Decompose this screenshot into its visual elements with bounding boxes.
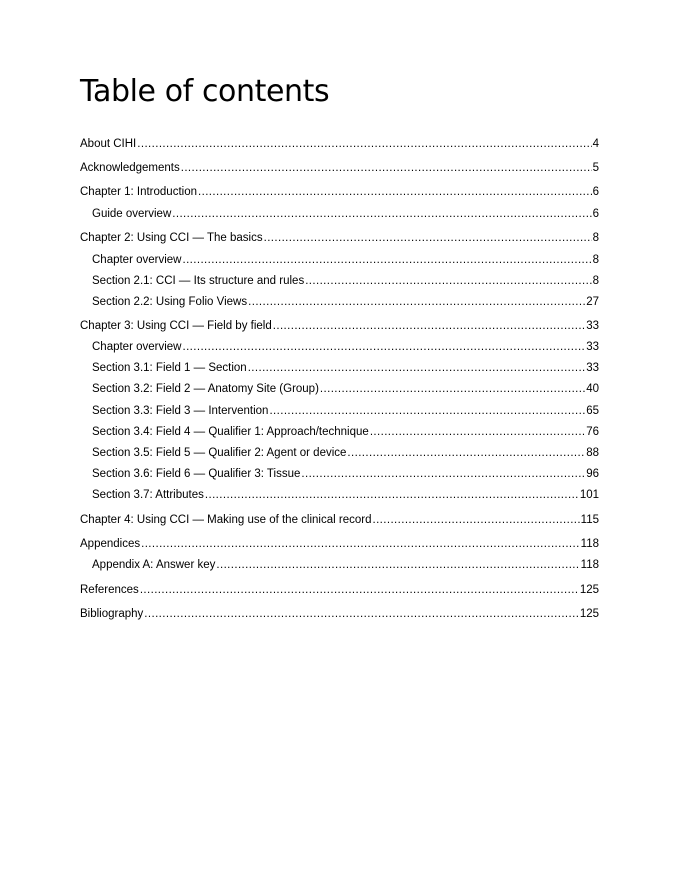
toc-entry[interactable]	[80, 161, 599, 175]
toc-entry-page-number[interactable]: 88	[586, 447, 599, 459]
toc-entry-title[interactable]: References	[80, 584, 139, 596]
toc-entry[interactable]	[92, 404, 599, 418]
toc-entry-title[interactable]: Chapter overview	[92, 254, 182, 266]
toc-entry-title[interactable]: Chapter 2: Using CCI — The basics	[80, 232, 263, 244]
toc-entry-page-number[interactable]: 76	[586, 426, 599, 438]
toc-entry-page-number[interactable]: 65	[586, 405, 599, 417]
toc-entry-page-number[interactable]: 101	[579, 489, 599, 501]
dot-leader	[216, 558, 579, 572]
dot-leader	[372, 513, 579, 527]
dot-leader	[182, 253, 591, 267]
dot-leader	[205, 488, 579, 502]
toc-entry[interactable]	[92, 467, 599, 481]
toc-entry[interactable]	[80, 137, 599, 151]
toc-entry-title[interactable]: Section 3.2: Field 2 — Anatomy Site (Group)	[92, 383, 319, 395]
dot-leader	[181, 161, 592, 175]
toc-entry-title[interactable]: Appendices	[80, 538, 141, 550]
toc-entry-page-number[interactable]: 4	[592, 138, 599, 150]
toc-entry-page-number[interactable]: 5	[592, 162, 599, 174]
toc-entry-title[interactable]: Section 2.2: Using Folio Views	[92, 296, 248, 308]
toc-entry-page-number[interactable]: 6	[592, 208, 599, 220]
toc-entry-title[interactable]: Chapter 1: Introduction	[80, 186, 197, 198]
dot-leader	[305, 274, 591, 288]
toc-entry-title[interactable]: Section 3.7: Attributes	[92, 489, 204, 501]
toc-entry-page-number[interactable]: 33	[586, 320, 599, 332]
page-title: Table of contents	[80, 74, 330, 109]
toc-entry-page-number[interactable]: 8	[592, 232, 599, 244]
toc-entry[interactable]	[92, 425, 599, 439]
toc-entry-page-number[interactable]: 33	[586, 341, 599, 353]
toc-entry[interactable]	[80, 319, 599, 333]
dot-leader	[370, 425, 585, 439]
toc-entry-title[interactable]: Guide overview	[92, 208, 172, 220]
toc-entry-page-number[interactable]: 115	[580, 514, 599, 526]
dot-leader	[320, 382, 585, 396]
toc-entry-title[interactable]: Chapter 3: Using CCI — Field by field	[80, 320, 272, 332]
dot-leader	[141, 537, 580, 551]
dot-leader	[273, 319, 585, 333]
dot-leader	[347, 446, 585, 460]
toc-entry[interactable]	[92, 295, 599, 309]
toc-entry-title[interactable]: Section 3.5: Field 5 — Qualifier 2: Agent or device	[92, 447, 347, 459]
toc-entry[interactable]	[92, 361, 599, 375]
toc-entry-page-number[interactable]: 27	[586, 296, 599, 308]
toc-entry-title[interactable]: About CIHI	[80, 138, 137, 150]
dot-leader	[172, 207, 591, 221]
dot-leader	[144, 607, 579, 621]
toc-entry-page-number[interactable]: 33	[586, 362, 599, 374]
toc-entry-title[interactable]: Appendix A: Answer key	[92, 559, 216, 571]
dot-leader	[301, 467, 585, 481]
toc-entry-page-number[interactable]: 118	[580, 559, 599, 571]
toc-entry[interactable]	[80, 185, 599, 199]
dot-leader	[182, 340, 585, 354]
dot-leader	[269, 404, 585, 418]
toc-entry[interactable]	[92, 207, 599, 221]
toc-entry-page-number[interactable]: 8	[592, 254, 599, 266]
dot-leader	[264, 231, 592, 245]
toc-entry[interactable]	[80, 583, 599, 597]
toc-entry-page-number[interactable]: 96	[586, 468, 599, 480]
toc-entry-title[interactable]: Acknowledgements	[80, 162, 180, 174]
toc-entry-title[interactable]: Chapter 4: Using CCI — Making use of the clinical record	[80, 514, 372, 526]
toc-entry[interactable]	[92, 446, 599, 460]
toc-entry-page-number[interactable]: 125	[579, 608, 599, 620]
toc-entry[interactable]	[80, 513, 599, 527]
toc-entry-page-number[interactable]: 6	[592, 186, 599, 198]
dot-leader	[248, 361, 586, 375]
dot-leader	[140, 583, 579, 597]
toc-entry[interactable]	[92, 488, 599, 502]
toc-entry-title[interactable]: Chapter overview	[92, 341, 182, 353]
dot-leader	[198, 185, 592, 199]
toc-entry[interactable]	[92, 253, 599, 267]
toc-entry[interactable]	[92, 558, 599, 572]
toc-entry-page-number[interactable]: 118	[580, 538, 599, 550]
toc-entry[interactable]	[92, 340, 599, 354]
toc-entry-title[interactable]: Section 3.1: Field 1 — Section	[92, 362, 247, 374]
toc-entry-page-number[interactable]: 8	[592, 275, 599, 287]
toc-entry-title[interactable]: Section 3.4: Field 4 — Qualifier 1: Approach/technique	[92, 426, 369, 438]
toc-entry[interactable]	[80, 607, 599, 621]
toc-entry[interactable]	[80, 231, 599, 245]
toc-entry-page-number[interactable]: 125	[579, 584, 599, 596]
toc-entry-title[interactable]: Bibliography	[80, 608, 144, 620]
toc-entry-page-number[interactable]: 40	[586, 383, 599, 395]
dot-leader	[248, 295, 585, 309]
toc-entry-title[interactable]: Section 3.3: Field 3 — Intervention	[92, 405, 269, 417]
toc-entry-title[interactable]: Section 3.6: Field 6 — Qualifier 3: Tissue	[92, 468, 301, 480]
toc-entry-title[interactable]: Section 2.1: CCI — Its structure and rules	[92, 275, 305, 287]
toc-entry[interactable]	[92, 382, 599, 396]
toc-entry[interactable]	[92, 274, 599, 288]
dot-leader	[137, 137, 591, 151]
toc-entry[interactable]	[80, 537, 599, 551]
